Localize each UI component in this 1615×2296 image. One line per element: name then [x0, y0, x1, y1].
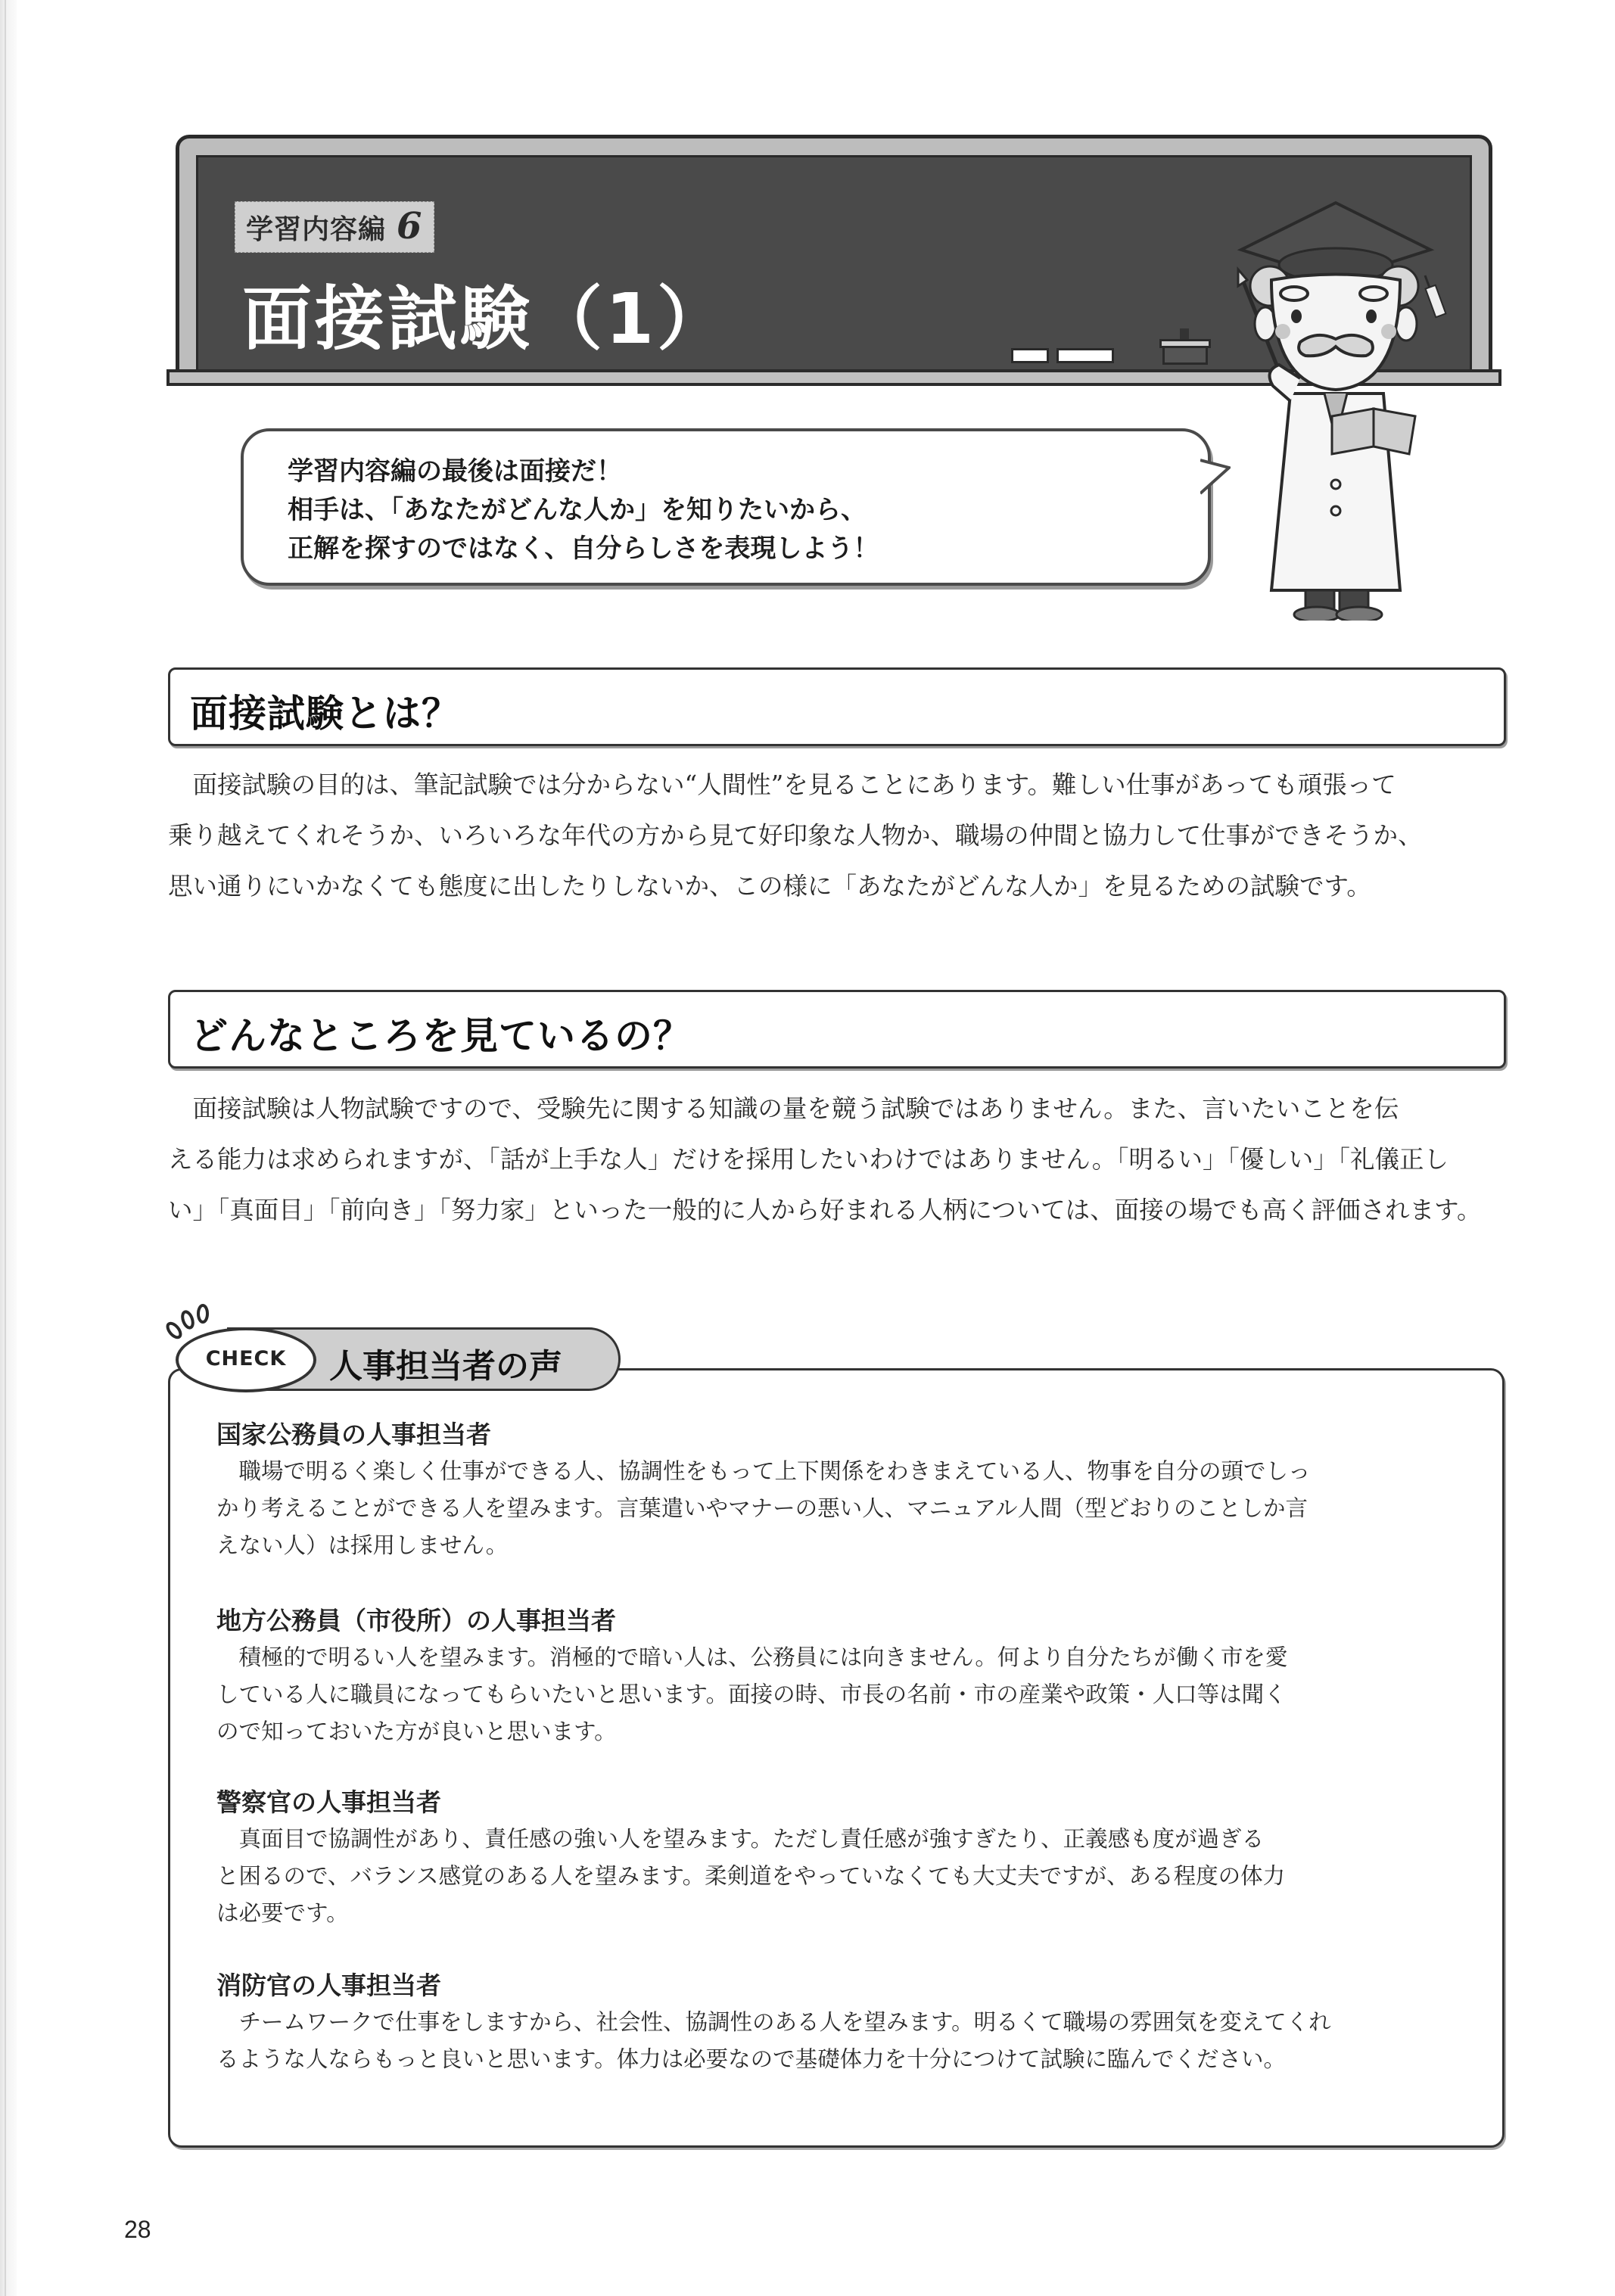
- voice-entry: [216, 1603, 1473, 1750]
- page-title: 面接試験（1）: [242, 278, 730, 359]
- voice-entry: [216, 1968, 1473, 2078]
- series-number: 6: [397, 205, 422, 247]
- voice-line: ので知っておいた方が良いと思います。: [216, 1719, 617, 1744]
- speech-bubble-tail-icon: [1200, 457, 1231, 499]
- voice-line: チームワークで仕事をしますから、社会性、協調性のある人を望みます。明るくて職場の雰囲気を変えてくれ: [216, 2009, 1331, 2035]
- bubble-line: 相手は、「あなたがどんな人か」を知りたいから、: [288, 495, 867, 525]
- chapter-series-tag: [235, 201, 434, 253]
- speech-bubble: [241, 428, 1211, 586]
- chalk-icon: [1011, 348, 1049, 363]
- section-heading: 面接試験とは？: [190, 692, 460, 736]
- body-line: える能力は求められますが、「話が上手な人」だけを採用したいわけではありません。「明るい」「優しい」「礼儀正し: [168, 1145, 1449, 1174]
- check-badge-label: CHECK: [205, 1347, 287, 1370]
- voice-line: かり考えることができる人を望みます。言葉遣いやマナーの悪い人、マニュアル人間（型どおりのことしか言: [216, 1495, 1308, 1521]
- voice-heading: 地方公務員（市役所）の人事担当者: [216, 1606, 616, 1635]
- voice-line: えない人）は採用しません。: [216, 1532, 509, 1558]
- page-number: 28: [124, 2216, 151, 2243]
- section-heading-box: [168, 990, 1506, 1069]
- series-label: 学習内容編: [246, 214, 387, 245]
- professor-illustration-icon: [1211, 197, 1461, 621]
- section-heading-box: [168, 667, 1506, 746]
- eraser-icon: [1159, 333, 1211, 365]
- voice-line: 積極的で明るい人を望みます。消極的で暗い人は、公務員には向きません。何より自分たちが働く市を愛: [216, 1644, 1288, 1670]
- check-title: 人事担当者の声: [329, 1347, 562, 1386]
- voice-line: 職場で明るく楽しく仕事ができる人、協調性をもって上下関係をわきまえている人、物事を自分の頭でしっ: [216, 1458, 1311, 1484]
- chalk-icon: [1056, 348, 1114, 363]
- body-line: い」「真面目」「前向き」「努力家」といった一般的に人から好まれる人柄については、面接の場でも高く評価されます。: [168, 1196, 1482, 1224]
- voice-line: るような人ならもっと良いと思います。体力は必要なので基礎体力を十分につけて試験に臨んでください。: [216, 2046, 1287, 2072]
- bubble-line: 学習内容編の最後は面接だ！: [288, 456, 622, 487]
- section-body: [168, 1084, 1508, 1236]
- voice-heading: 警察官の人事担当者: [216, 1787, 441, 1817]
- speech-bubble-text: [288, 453, 879, 568]
- emphasis-sparks-icon: [165, 1300, 218, 1342]
- section-heading: どんなところを見ているの？: [190, 1014, 692, 1058]
- voice-line: している人に職員になってもらいたいと思います。面接の時、市長の名前・市の産業や政策・人口等は聞く: [216, 1682, 1287, 1707]
- voice-entry: [216, 1784, 1473, 1932]
- section-body: [168, 760, 1508, 912]
- voice-line: 真面目で協調性があり、責任感の強い人を望みます。ただし責任感が強すぎたり、正義感も度が過ぎる: [216, 1826, 1265, 1852]
- voice-entry: [216, 1417, 1473, 1564]
- body-line: 乗り越えてくれそうか、いろいろな年代の方から見て好印象な人物か、職場の仲間と協力して仕事ができそうか、: [168, 821, 1423, 850]
- body-line: 面接試験は人物試験ですので、受験先に関する知識の量を競う試験ではありません。また、言いたいことを伝: [168, 1094, 1399, 1123]
- voice-line: と困るので、バランス感覚のある人を望みます。柔剣道をやっていなくても大丈夫ですが、ある程度の体力: [216, 1863, 1286, 1889]
- voice-heading: 消防官の人事担当者: [216, 1971, 441, 2000]
- body-line: 思い通りにいかなくても態度に出したりしないか、この様に「あなたがどんな人か」を見るための試験です。: [168, 872, 1371, 901]
- voice-line: は必要です。: [216, 1900, 349, 1926]
- voice-heading: 国家公務員の人事担当者: [216, 1420, 491, 1449]
- scan-binding-edge: [0, 0, 17, 2296]
- bubble-line: 正解を探すのではなく、自分らしさを表現しよう！: [288, 534, 879, 564]
- body-line: 面接試験の目的は、筆記試験では分からない“人間性”を見ることにあります。難しい仕事があっても頑張って: [168, 770, 1396, 799]
